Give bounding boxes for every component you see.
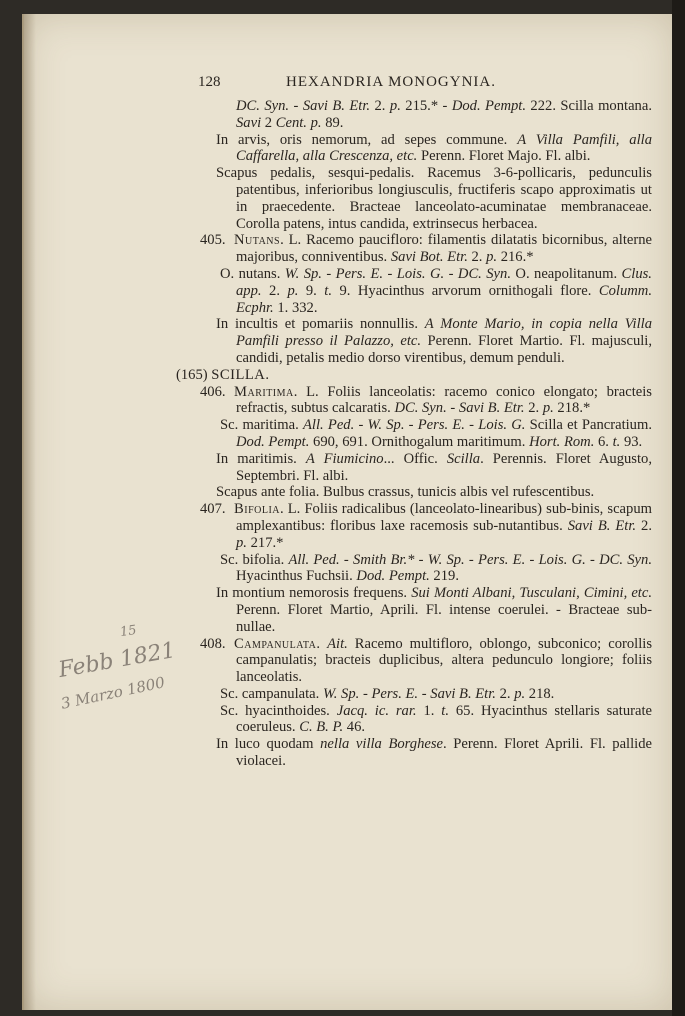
- text-segment: Pers. E.: [371, 685, 419, 702]
- text-segment: W. Sp.: [367, 417, 405, 434]
- text-segment: In arvis, oris nemorum, ad sepes commune.: [216, 131, 518, 148]
- text-segment: 6.: [594, 433, 613, 450]
- text-segment: -: [404, 417, 418, 434]
- text-segment: 222. Scilla montana.: [526, 98, 652, 114]
- text-segment: Bifolia: [234, 501, 281, 518]
- text-segment: 690, 691. Ornithogalum maritimum.: [309, 433, 530, 450]
- text-segment: -: [525, 551, 539, 568]
- text-segment: O. nutans.: [220, 265, 285, 282]
- text-segment: Scapus pedalis, sesqui-pedalis. Racemus 3-6-pollicaris, pedunculis patentibus, inferioribus longiusculis, fructiferis scapo approximatis ut in praecedente. Bracteae lanceolato-acuminatae membranaceae. Corolla patens, intus candida, extrinsecus herbacea.: [216, 165, 652, 232]
- text-segment: Lois. G.: [538, 551, 586, 568]
- text-segment: A Fiumicino: [305, 450, 384, 467]
- text-segment: Pers. E.: [335, 265, 384, 282]
- text-segment: Racemo multifloro, oblongo, subconico; corollis campanulatis; bracteis duplicibus, altera pedunculo longiore; foliis lanceolatis.: [236, 635, 653, 686]
- text-segment: Nutans: [234, 232, 281, 249]
- text-segment: t.: [441, 702, 449, 719]
- text-segment: 217.*: [246, 534, 284, 551]
- text-segment: . L. Racemo paucifloro: filamentis dilatatis bicornibus, alterne majoribus, conniventibus.: [236, 232, 652, 266]
- text-segment: All. Ped.: [288, 551, 340, 568]
- text-segment: Pers. E.: [417, 417, 465, 434]
- text-segment: Savi: [236, 114, 262, 131]
- text-segment: 2.: [261, 282, 288, 299]
- running-title: HEXANDRIA MONOGYNIA.: [286, 74, 496, 90]
- text-segment: In maritimis.: [216, 450, 306, 467]
- species-entry: [200, 232, 652, 266]
- text-paragraph: [200, 98, 652, 132]
- text-segment: Clus. app.: [236, 265, 652, 299]
- page-number: 128: [198, 74, 221, 90]
- text-segment: Maritima: [234, 383, 294, 400]
- adjacent-page-edge: [672, 0, 685, 1016]
- text-segment: Smith Br.*: [353, 551, 415, 568]
- text-segment: t.: [612, 433, 621, 450]
- text-segment: Savi B. Etr.: [567, 517, 637, 534]
- text-segment: 65. Hyacinthus stellaris saturate coeruleus.: [236, 702, 652, 736]
- text-segment: 9.: [298, 282, 325, 299]
- text-segment: Perenn. Floret Majo. Fl. albi.: [417, 148, 591, 165]
- species-entry: [200, 501, 652, 551]
- text-segment: -: [414, 551, 428, 568]
- text-segment: 219.: [429, 568, 459, 585]
- text-segment: Perenn. Floret Martio. Fl. majusculi, candidi, petalis medio dorso virentibus, demum penduli.: [236, 333, 652, 366]
- text-segment: In luco quodam: [216, 736, 321, 753]
- text-segment: .: [265, 366, 269, 383]
- text-segment: 1.: [416, 702, 442, 719]
- text-segment: -: [446, 400, 459, 417]
- text-segment: -: [585, 551, 600, 568]
- text-segment: Sc. campanulata.: [220, 685, 323, 702]
- text-segment: 93.: [620, 433, 643, 450]
- text-segment: Dod. Pempt.: [451, 98, 526, 114]
- text-segment: Sui Monti Albani, Tusculani, Cimini, etc.: [411, 585, 652, 602]
- species-entry: [200, 384, 652, 418]
- text-segment: p.: [486, 249, 498, 266]
- text-segment: -: [289, 98, 303, 114]
- text-segment: Savi B. Etr.: [458, 400, 525, 417]
- text-segment: C. B. P.: [299, 719, 344, 736]
- text-segment: Ait.: [327, 635, 348, 652]
- text-paragraph: [200, 686, 652, 703]
- text-paragraph: [200, 417, 652, 451]
- entry-number: 406.: [200, 383, 226, 400]
- text-segment: 1. 332.: [273, 299, 318, 316]
- text-segment: (165): [176, 366, 212, 383]
- text-segment: Hyacinthus Fuchsii.: [236, 568, 357, 585]
- entry-number: 408.: [200, 635, 226, 652]
- text-segment: 2: [261, 114, 276, 131]
- text-segment: -: [359, 685, 372, 702]
- text-segment: . L. Foliis radicalibus (lanceolato-linearibus) sub-binis, scapum amplexantibus: floribus laxe racemosis sub-nutantibus.: [236, 501, 652, 534]
- text-segment: Savi B. Etr.: [430, 685, 496, 702]
- text-segment: 46.: [343, 719, 366, 736]
- text-segment: . Perenn. Floret Aprili. Fl. pallide violacei.: [236, 736, 652, 770]
- text-segment: 2.: [636, 517, 653, 534]
- text-segment: In incultis et pomariis nonnullis.: [216, 316, 425, 333]
- text-segment: Savi B. Etr.: [302, 98, 371, 114]
- text-segment: Dod. Pempt.: [356, 568, 430, 585]
- text-segment: Sc. bifolia.: [220, 551, 289, 568]
- text-segment: -: [444, 265, 458, 282]
- text-segment: 2.: [370, 98, 390, 114]
- text-paragraph: [200, 132, 652, 166]
- text-segment: Savi Bot. Etr.: [390, 249, 468, 266]
- text-segment: -: [354, 417, 368, 434]
- text-segment: t.: [324, 282, 332, 299]
- text-segment: p.: [514, 685, 526, 702]
- text-segment: DC. Syn.: [236, 98, 290, 114]
- text-segment: O. neapolitanum.: [510, 265, 622, 282]
- text-segment: Sc. hyacinthoides.: [220, 702, 337, 719]
- text-segment: W. Sp.: [284, 265, 322, 282]
- text-segment: nella villa Borghese: [320, 736, 444, 753]
- genus-heading: [176, 366, 652, 384]
- margin-annotation-date-2: 3 Marzo 1800: [59, 673, 167, 713]
- text-segment: -: [464, 417, 479, 434]
- text-segment: W. Sp.: [427, 551, 465, 568]
- text-segment: -: [464, 551, 479, 568]
- margin-annotation-number: 15: [119, 622, 138, 641]
- text-paragraph: [200, 266, 652, 316]
- text-segment: 218.: [525, 685, 555, 702]
- text-segment: Columm. Ecphr.: [236, 282, 652, 316]
- text-segment: Scapus ante folia. Bulbus crassus, tunicis albis vel rufescentibus.: [216, 484, 595, 501]
- text-segment: In montium nemorosis frequens.: [216, 585, 412, 602]
- text-segment: 2.: [467, 249, 487, 266]
- text-segment: Campanulata: [234, 635, 317, 652]
- text-segment: Perenn. Floret Martio, Aprili. Fl. intense coerulei. - Bracteae sub-nullae.: [236, 601, 652, 635]
- text-segment: Pers. E.: [478, 551, 526, 568]
- text-segment: 2.: [524, 400, 543, 417]
- text-segment: 9. Hyacinthus arvorum ornithogali flore.: [331, 282, 599, 299]
- text-segment: DC. Syn.: [457, 265, 511, 282]
- text-paragraph: [200, 703, 652, 737]
- text-paragraph: [200, 552, 652, 586]
- text-segment: Scilla: [446, 450, 481, 467]
- text-segment: 2.: [495, 685, 515, 702]
- text-segment: Hort. Rom.: [529, 433, 595, 450]
- text-segment: DC. Syn.: [394, 400, 447, 417]
- text-segment: 218.*: [553, 400, 591, 417]
- margin-annotation-date-1: Febb 1821: [56, 637, 178, 684]
- text-segment: W. Sp.: [322, 685, 360, 702]
- text-segment: Jacq. ic. rar.: [336, 702, 417, 719]
- text-segment: -: [339, 551, 354, 568]
- text-segment: -: [383, 265, 397, 282]
- text-paragraph: [200, 451, 652, 485]
- text-segment: -: [418, 685, 431, 702]
- species-entry: [200, 636, 652, 686]
- page-gutter-shadow: [22, 14, 36, 1010]
- text-paragraph: [200, 165, 652, 232]
- text-segment: A Monte Mario, in copia nella Villa Pamfili presso il Palazzo, etc.: [236, 316, 653, 350]
- text-paragraph: [200, 484, 652, 501]
- text-segment: Lois. G.: [396, 265, 445, 282]
- text-segment: A Villa Pamfili, alla Caffarella, alla Crescenza, etc.: [236, 131, 653, 165]
- text-segment: p.: [542, 400, 554, 417]
- running-header: [198, 74, 648, 96]
- entry-number: 405.: [200, 232, 226, 249]
- page-body: [176, 98, 653, 770]
- text-segment: ... Offic.: [383, 450, 447, 467]
- text-segment: -: [321, 265, 336, 282]
- text-segment: 216.*: [497, 249, 534, 266]
- text-segment: Scilla et Pancratium.: [525, 417, 652, 434]
- text-segment: p.: [236, 534, 247, 551]
- text-segment: All. Ped.: [303, 417, 355, 434]
- text-segment: Sc. maritima.: [220, 417, 304, 434]
- text-segment: Cent. p.: [275, 114, 322, 131]
- text-segment: .: [316, 635, 328, 652]
- text-paragraph: [200, 316, 652, 366]
- text-segment: Dod. Pempt.: [236, 433, 310, 450]
- text-paragraph: [200, 585, 652, 635]
- text-segment: . Perennis. Floret Augusto, Septembri. Fl. albi.: [236, 450, 652, 484]
- text-segment: 215.* -: [400, 98, 452, 114]
- text-segment: . L. Foliis lanceolatis: racemo conico elongato; bracteis refractis, subtus calcaratis.: [236, 383, 652, 417]
- text-segment: p.: [389, 98, 401, 114]
- text-segment: SCILLA: [211, 366, 266, 383]
- text-segment: Lois. G.: [478, 417, 526, 434]
- text-paragraph: [200, 736, 652, 770]
- text-segment: 89.: [321, 114, 344, 131]
- entry-number: 407.: [200, 501, 226, 518]
- text-segment: p.: [287, 282, 299, 299]
- text-segment: DC. Syn.: [599, 551, 652, 568]
